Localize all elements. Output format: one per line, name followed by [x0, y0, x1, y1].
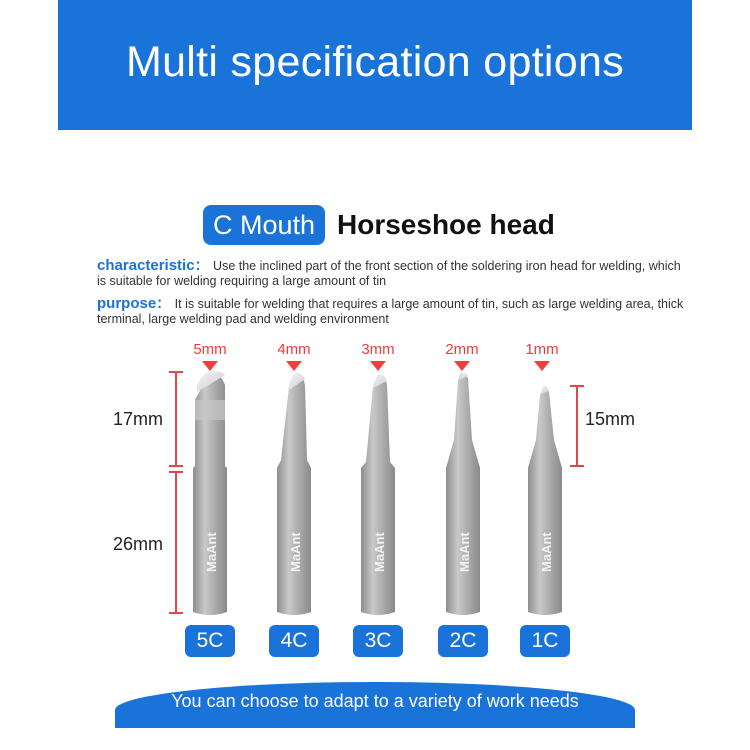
tip-size-label: 4mm: [277, 341, 311, 358]
tip-size-label: 5mm: [193, 341, 227, 358]
tip-code-badge: 1C: [520, 625, 570, 657]
brand-logo-1c: [539, 532, 554, 572]
brand-logo-5c: [204, 532, 219, 572]
tip-code-badge: 5C: [185, 625, 235, 657]
svg-text:MaAnt: MaAnt: [288, 532, 303, 572]
svg-text:MaAnt: MaAnt: [204, 532, 219, 572]
tip-1c: [528, 386, 562, 615]
dimension-label-lower: 26mm: [113, 534, 164, 554]
brand-logo-3c: [372, 532, 387, 572]
characteristic-text: Use the inclined part of the front section of the soldering iron head for welding, which is suitable for welding requiring a large amount of tin: [97, 259, 681, 288]
footer-text: You can choose to adapt to a variety of work needs: [171, 691, 579, 711]
tip-2c: [446, 373, 480, 615]
tip-size-label: 3mm: [361, 341, 395, 358]
tip-4c: [277, 373, 311, 615]
brand-logo-4c: [288, 532, 303, 572]
dimension-label-right: 15mm: [585, 409, 636, 429]
purpose-label: purpose：: [97, 295, 172, 312]
tip-3c: [361, 375, 395, 615]
tip-5c: [193, 371, 227, 615]
tip-size-label: 2mm: [445, 341, 479, 358]
characteristic-label: characteristic：: [97, 257, 210, 274]
svg-text:MaAnt: MaAnt: [372, 532, 387, 572]
mouth-type-badge: C Mouth: [203, 205, 325, 245]
svg-text:MaAnt: MaAnt: [457, 532, 472, 572]
purpose-text: It is suitable for welding that requires a large amount of tin, such as large welding area, thick terminal, large welding pad and welding environment: [97, 297, 684, 326]
banner-title: Multi specification options: [125, 38, 625, 86]
tip-code-badge: 3C: [353, 625, 403, 657]
tip-size-label: 1mm: [525, 341, 559, 358]
dimension-label-upper: 17mm: [113, 409, 164, 429]
tip-code-badge: 2C: [438, 625, 488, 657]
tip-code-badge: 4C: [269, 625, 319, 657]
svg-text:MaAnt: MaAnt: [539, 532, 554, 572]
head-type-title: Horseshoe head: [337, 209, 555, 240]
brand-logo-2c: [457, 532, 472, 572]
